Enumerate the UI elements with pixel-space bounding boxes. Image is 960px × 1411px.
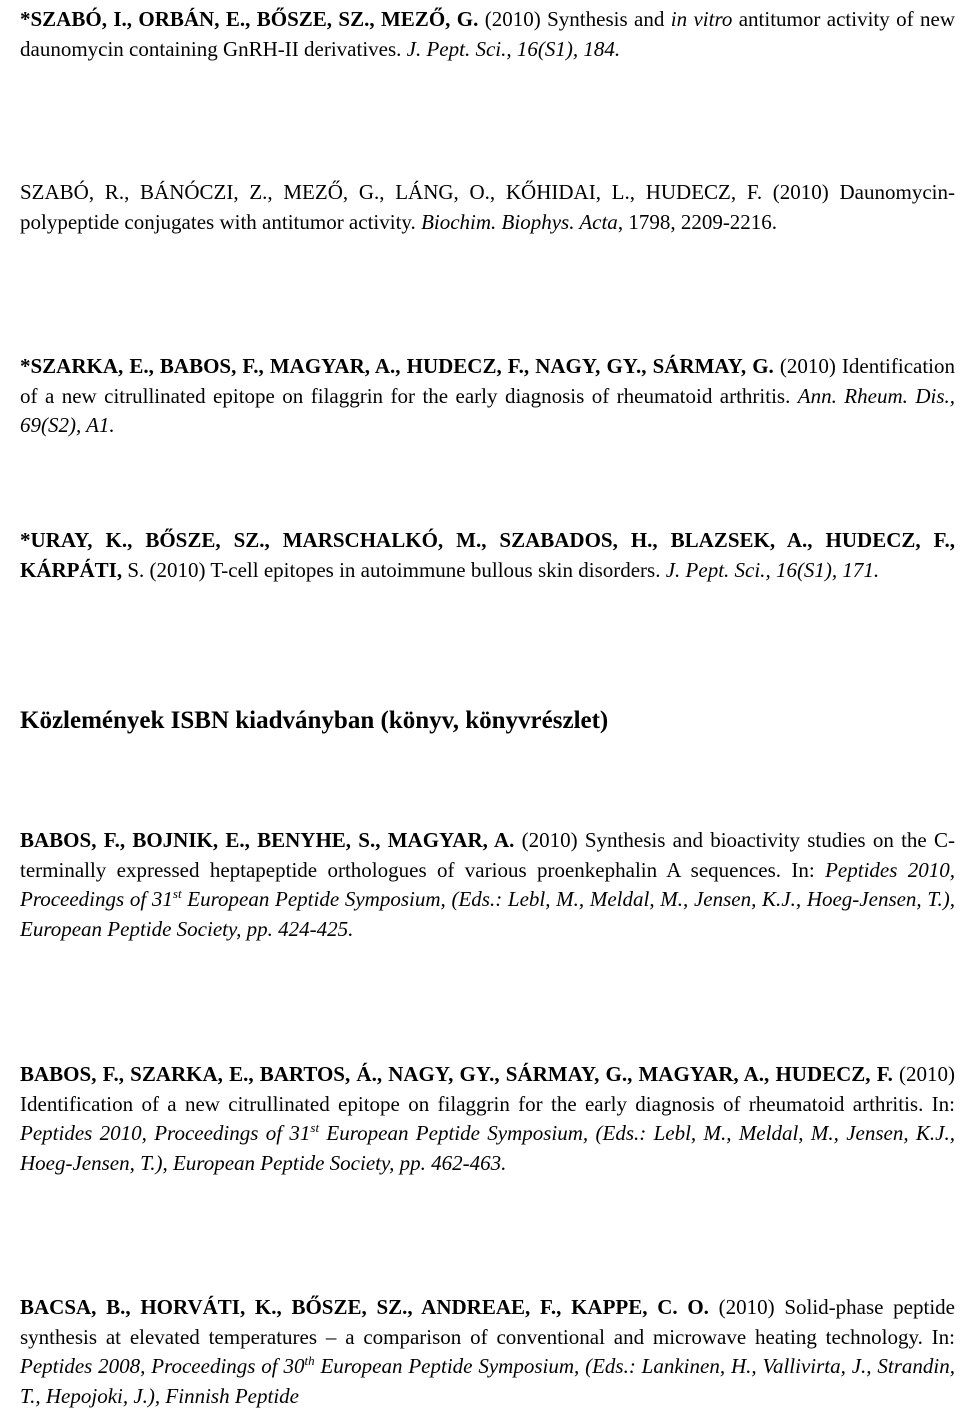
reference-authors: BACSA, B., HORVÁTI, K., BŐSZE, SZ., ANDREAE, F., KAPPE, C. O. xyxy=(20,1295,709,1319)
reference-entry xyxy=(20,178,955,237)
proceedings-details: European Peptide Symposium, (Eds.: Lankinen, H., Vallivirta, J., Strandin, T., Hepojoki, J.), Finnish Peptide xyxy=(20,1354,955,1408)
ordinal-suffix: th xyxy=(304,1353,315,1368)
journal-name: J. Pept. Sci. xyxy=(406,36,507,61)
reference-authors: BABOS, F., BOJNIK, E., BENYHE, S., MAGYAR, A. xyxy=(20,828,515,852)
journal-name: Biochim. Biophys. Acta xyxy=(421,209,618,234)
book-reference-entry xyxy=(20,1293,955,1411)
reference-entry xyxy=(20,5,955,64)
reference-text: (2010) Synthesis and bioactivity studies on the C-terminally expressed heptapeptide orthologues of various proenkephalin A sequences. In: xyxy=(20,828,955,882)
journal-volume: , 1798, 2209-2216. xyxy=(617,209,778,234)
reference-authors: *URAY, K., BŐSZE, SZ., MARSCHALKÓ, M., SZABADOS, H., BLAZSEK, A., HUDECZ, F., KÁRPÁTI, xyxy=(20,528,955,582)
reference-authors: *SZARKA, E., BABOS, F., MAGYAR, A., HUDECZ, F., NAGY, GY., SÁRMAY, G. xyxy=(20,354,774,378)
reference-text: S. (2010) T-cell epitopes in autoimmune bullous skin disorders. xyxy=(122,557,666,582)
reference-entry xyxy=(20,352,955,441)
journal-name: Ann. Rheum. Dis. xyxy=(797,383,950,408)
journal-name: J. Pept. Sci. xyxy=(665,557,766,582)
reference-text: (2010) Identification of a new citrullinated epitope on filaggrin for the early diagnosis of rheumatoid arthritis. xyxy=(20,354,956,408)
proceedings-details: European Peptide Symposium, (Eds.: Lebl, M., Meldal, M., Jensen, K.J., Hoeg-Jensen, T.), European Peptide Society, pp. 462-463. xyxy=(20,1121,955,1175)
reference-italic: in vitro xyxy=(670,7,733,31)
ordinal-suffix: st xyxy=(310,1120,320,1135)
reference-text: (2010) Solid-phase peptide synthesis at elevated temperatures – a comparison of conventional and microwave heating technology. In: xyxy=(20,1295,955,1349)
reference-entry xyxy=(20,526,955,585)
proceedings-title: Peptides 2008, Proceedings of 30 xyxy=(20,1354,305,1378)
reference-text: antitumor activity of new daunomycin containing GnRH-II derivatives. xyxy=(20,7,955,61)
reference-authors: SZABÓ, R., BÁNÓCZI, Z., MEZŐ, G., LÁNG, O., KŐHIDAI, L., HUDECZ, F. xyxy=(20,180,763,204)
journal-volume: , 69(S2), A1. xyxy=(20,383,955,437)
reference-authors: *SZABÓ, I., ORBÁN, E., BŐSZE, SZ., MEZŐ, G. xyxy=(20,7,479,31)
reference-text: (2010) Identification of a new citrullinated epitope on filaggrin for the early diagnosis of rheumatoid arthritis. In: xyxy=(20,1062,955,1116)
book-reference-entry xyxy=(20,826,955,944)
reference-authors: BABOS, F., SZARKA, E., BARTOS, Á., NAGY, GY., SÁRMAY, G., MAGYAR, A., HUDECZ, F. xyxy=(20,1062,893,1086)
book-reference-entry xyxy=(20,1060,955,1178)
journal-volume: , 16(S1), 171. xyxy=(765,557,880,582)
journal-volume: , 16(S1), 184. xyxy=(506,36,621,61)
ordinal-suffix: st xyxy=(172,886,182,901)
proceedings-details: European Peptide Symposium, (Eds.: Lebl, M., Meldal, M., Jensen, K.J., Hoeg-Jensen, T.), European Peptide Society, pp. 424-425. xyxy=(20,887,955,941)
section-heading: Közlemények ISBN kiadványban (könyv, könyvrészlet) xyxy=(20,707,609,734)
proceedings-title: Peptides 2010, Proceedings of 31 xyxy=(20,857,956,911)
reference-text: (2010) Synthesis and xyxy=(478,7,671,31)
proceedings-title: Peptides 2010, Proceedings of 31 xyxy=(20,1121,311,1145)
reference-text: (2010) Daunomycin-polypeptide conjugates with antitumor activity. xyxy=(20,180,955,234)
